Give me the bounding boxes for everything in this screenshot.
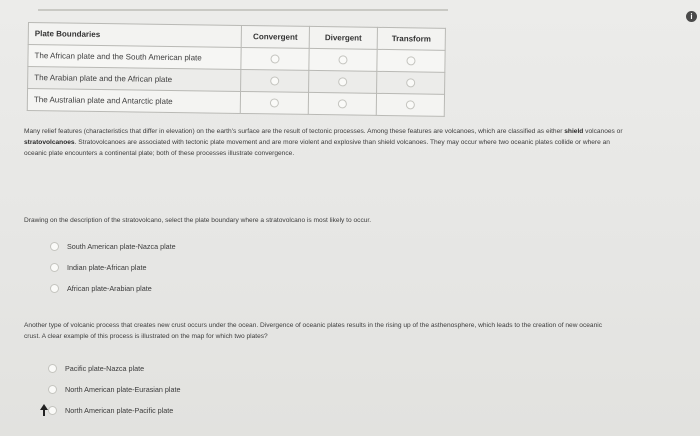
- radio-transform[interactable]: [406, 56, 415, 65]
- option-item[interactable]: [48, 358, 180, 379]
- radio-divergent[interactable]: [338, 100, 347, 109]
- option-item[interactable]: [50, 278, 176, 299]
- paragraph-divergence: Another type of volcanic process that creates new crust occurs under the ocean. Divergence of oceanic plates results in the rising up of the asthenosphere, which leads to the creation of new oceanic crust. A clear example of this process is illustrated on the map for which two plates?: [24, 322, 603, 340]
- radio-button[interactable]: [50, 242, 59, 251]
- option-label: North American plate-Pacific plate: [65, 406, 174, 415]
- top-divider: [38, 9, 448, 11]
- term-stratovolcanoes: stratovolcanoes: [24, 139, 75, 146]
- radio-transform[interactable]: [406, 100, 415, 109]
- question1-prompt: Drawing on the description of the stratovolcano, select the plate boundary where a stratovolcano is most likely to occur.: [24, 217, 372, 224]
- option-label: African plate-Arabian plate: [67, 284, 152, 293]
- row-label: The African plate and the South American plate: [28, 45, 241, 70]
- paragraph-volcanoes: [24, 126, 624, 159]
- option-item[interactable]: [50, 236, 176, 257]
- radio-button[interactable]: [50, 263, 59, 272]
- question2-options: [48, 358, 180, 421]
- paragraph-text: volcanoes or: [583, 128, 623, 135]
- radio-button[interactable]: [48, 385, 57, 394]
- option-item[interactable]: [48, 379, 180, 400]
- radio-convergent[interactable]: [270, 77, 279, 86]
- radio-convergent[interactable]: [270, 99, 279, 108]
- radio-divergent[interactable]: [338, 56, 347, 65]
- row-label: The Australian plate and Antarctic plate: [27, 89, 240, 114]
- radio-button[interactable]: [48, 406, 57, 415]
- plate-boundaries-table: [27, 22, 446, 117]
- option-label: South American plate-Nazca plate: [67, 242, 176, 251]
- option-label: Pacific plate-Nazca plate: [65, 364, 145, 373]
- option-item[interactable]: [48, 400, 180, 421]
- mouse-cursor-icon: [40, 404, 48, 416]
- header-divergent: Divergent: [309, 26, 377, 49]
- option-item[interactable]: [50, 257, 176, 278]
- option-label: North American plate-Eurasian plate: [65, 385, 181, 394]
- header-transform: Transform: [377, 27, 445, 50]
- header-convergent: Convergent: [241, 25, 309, 48]
- paragraph-text: Many relief features (characteristics that differ in elevation) on the earth's surface are the result of tectonic processes. Among these features are volcanoes, which are classified as either: [24, 128, 565, 135]
- row-label: The Arabian plate and the African plate: [28, 67, 241, 92]
- radio-button[interactable]: [50, 284, 59, 293]
- table-row: [27, 89, 444, 117]
- paragraph-text: . Stratovolcanoes are associated with tectonic plate movement and are more violent and explosive than shield volcanoes. They may occur where two oceanic plates collide or where an oceanic plate encounters a continental plate; both of these processes illustrate convergence.: [24, 139, 610, 157]
- question1-options: [50, 236, 176, 299]
- header-plate-boundaries: Plate Boundaries: [28, 23, 241, 48]
- term-shield: shield: [564, 128, 584, 135]
- radio-button[interactable]: [48, 364, 57, 373]
- radio-divergent[interactable]: [338, 78, 347, 87]
- radio-convergent[interactable]: [270, 55, 279, 64]
- info-icon[interactable]: i: [686, 11, 697, 22]
- radio-transform[interactable]: [406, 78, 415, 87]
- option-label: Indian plate-African plate: [67, 263, 147, 272]
